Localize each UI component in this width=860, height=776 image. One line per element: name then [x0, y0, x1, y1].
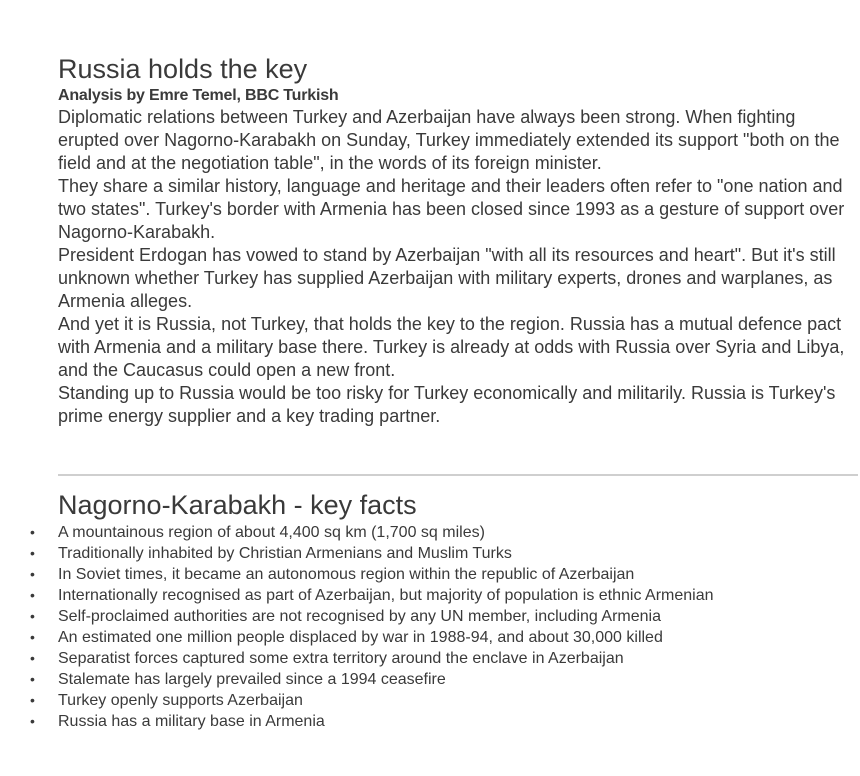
- key-facts-title: Nagorno-Karabakh - key facts: [58, 490, 417, 520]
- analysis-paragraph: Diplomatic relations between Turkey and Azerbaijan have always been strong. When fighting erupted over Nagorno-Karabakh on Sunday, Turkey immediately extended its support "both on the field and at the negotiation table", in the words of its foreign minister.: [58, 107, 840, 173]
- list-item-text: Separatist forces captured some extra territory around the enclave in Azerbaijan: [58, 650, 624, 667]
- bullet-icon: •: [30, 524, 35, 540]
- analysis-section: [58, 52, 858, 428]
- analysis-paragraph: And yet it is Russia, not Turkey, that holds the key to the region. Russia has a mutual defence pact with Armenia and a military base there. Turkey is already at odds with Russia over Syria and Libya, and the Caucasus could open a new front.: [58, 314, 845, 380]
- list-item: [30, 669, 858, 690]
- list-item: [30, 543, 858, 564]
- list-item: [30, 585, 858, 606]
- list-item-text: A mountainous region of about 4,400 sq km (1,700 sq miles): [58, 524, 485, 541]
- bullet-icon: •: [30, 608, 35, 624]
- analysis-paragraph: President Erdogan has vowed to stand by Azerbaijan "with all its resources and heart". But it's still unknown whether Turkey has supplied Azerbaijan with military experts, drones and warplanes, as Armenia alleges.: [58, 245, 836, 311]
- bullet-icon: •: [30, 629, 35, 645]
- key-facts-section: [30, 488, 858, 732]
- list-item: [30, 606, 858, 627]
- list-item-text: Russia has a military base in Armenia: [58, 713, 325, 730]
- list-item-text: Internationally recognised as part of Azerbaijan, but majority of population is ethnic Armenian: [58, 587, 714, 604]
- bullet-icon: •: [30, 713, 35, 729]
- bullet-icon: •: [30, 566, 35, 582]
- analysis-title: Russia holds the key: [58, 54, 308, 84]
- list-item-text: In Soviet times, it became an autonomous region within the republic of Azerbaijan: [58, 566, 635, 583]
- list-item: [30, 690, 858, 711]
- list-item-text: Self-proclaimed authorities are not recognised by any UN member, including Armenia: [58, 608, 661, 625]
- bullet-icon: •: [30, 650, 35, 666]
- analysis-paragraph: They share a similar history, language and heritage and their leaders often refer to "one nation and two states". Turkey's border with Armenia has been closed since 1993 as a gesture of support over Nagorno-Karabakh.: [58, 176, 845, 242]
- list-item: [30, 711, 858, 732]
- section-divider: [58, 474, 858, 476]
- bullet-icon: •: [30, 692, 35, 708]
- list-item-text: Traditionally inhabited by Christian Armenians and Muslim Turks: [58, 545, 512, 562]
- analysis-byline: Analysis by Emre Temel, BBC Turkish: [58, 87, 339, 104]
- list-item-text: Stalemate has largely prevailed since a 1994 ceasefire: [58, 671, 446, 688]
- bullet-icon: •: [30, 587, 35, 603]
- bullet-icon: •: [30, 671, 35, 687]
- key-facts-list: [30, 522, 858, 732]
- list-item-text: Turkey openly supports Azerbaijan: [58, 692, 303, 709]
- list-item: [30, 522, 858, 543]
- bullet-icon: •: [30, 545, 35, 561]
- list-item: [30, 648, 858, 669]
- list-item-text: An estimated one million people displaced by war in 1988-94, and about 30,000 killed: [58, 629, 663, 646]
- analysis-paragraph: Standing up to Russia would be too risky for Turkey economically and militarily. Russia is Turkey's prime energy supplier and a key trading partner.: [58, 383, 836, 426]
- list-item: [30, 564, 858, 585]
- list-item: [30, 627, 858, 648]
